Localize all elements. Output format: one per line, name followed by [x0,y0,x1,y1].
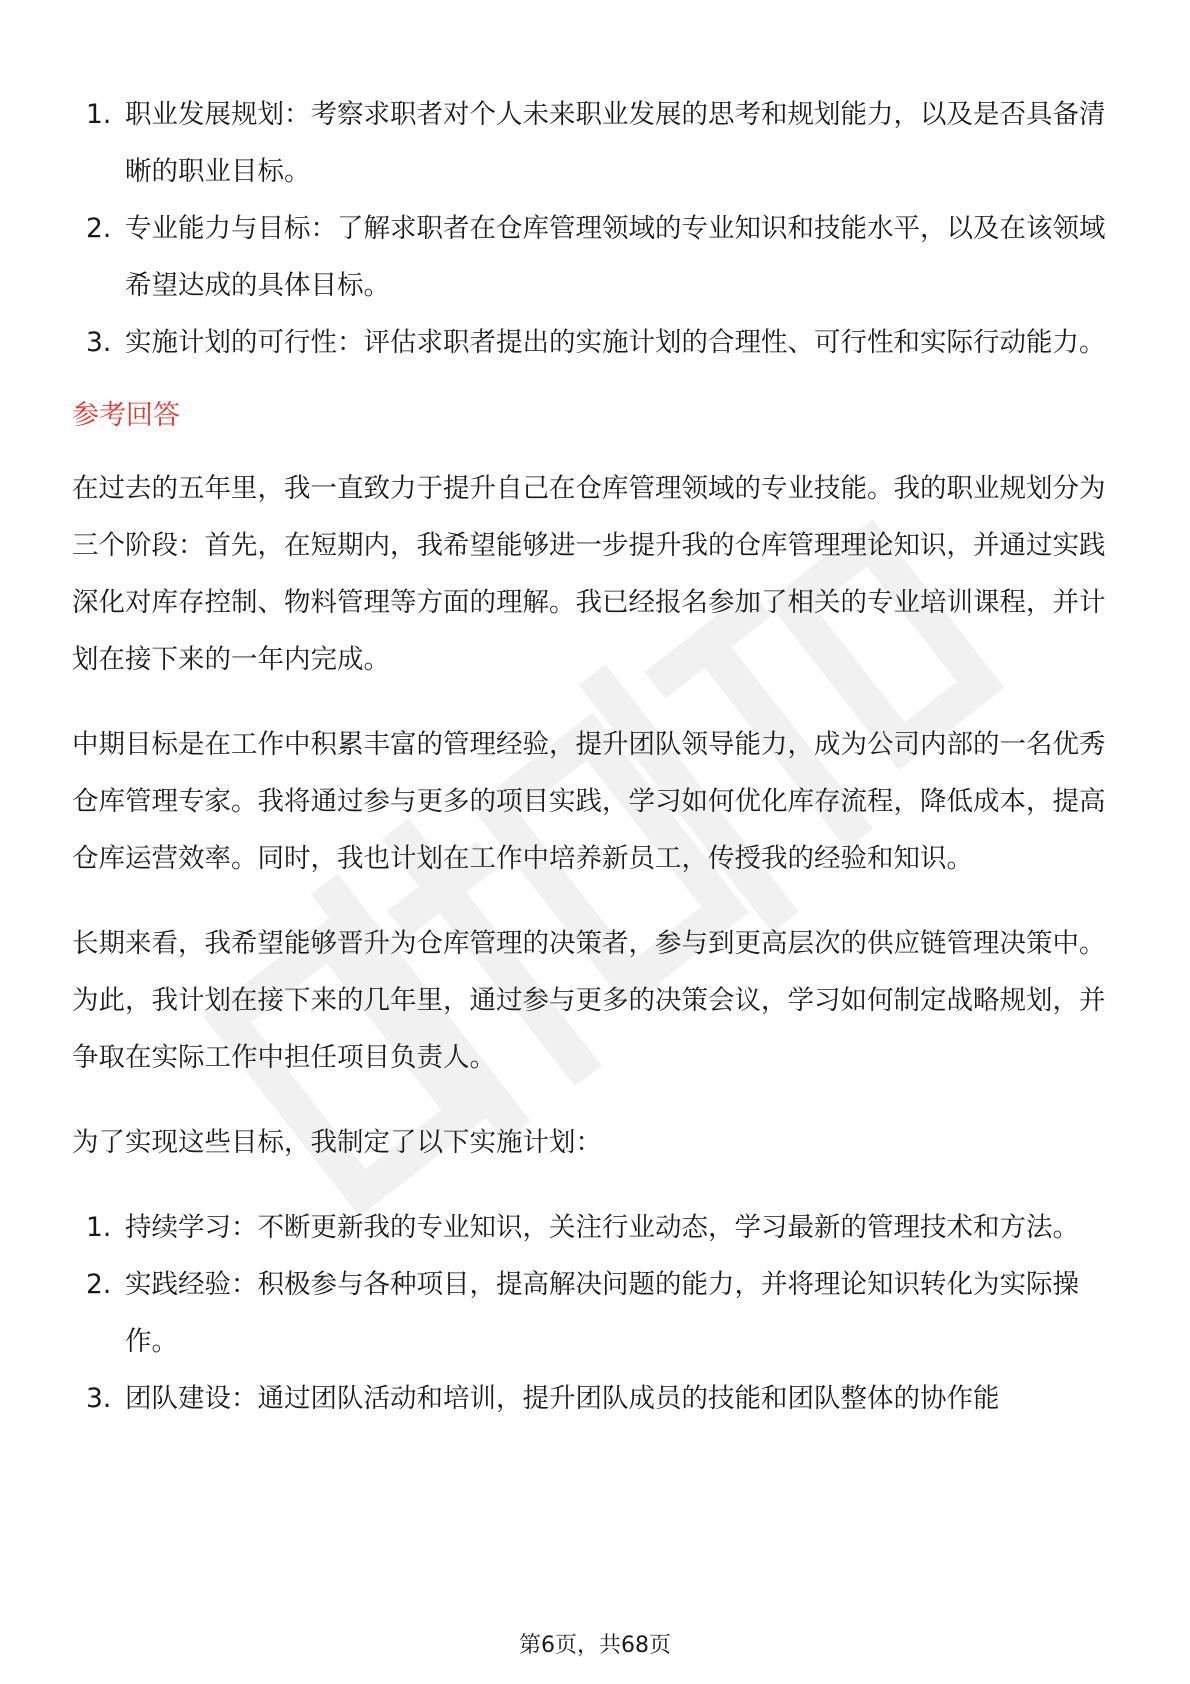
answer-paragraph: 为了实现这些目标，我制定了以下实施计划： [72,1127,602,1158]
document-body [72,86,1120,1427]
implementation-plan-list [72,1199,1120,1427]
list-number: 2. [86,1269,112,1300]
list-item [72,1370,1120,1427]
list-item [72,200,1120,314]
list-item [72,86,1120,200]
list-number: 1. [86,99,112,130]
list-item-text: 实施计划的可行性：评估求职者提出的实施计划的合理性、可行性和实际行动能力。 [125,327,1106,358]
list-number: 1. [86,1212,112,1243]
list-number: 3. [86,1383,112,1414]
list-item [72,1199,1120,1256]
section-heading: 参考回答 [72,400,180,431]
list-item-text: 实践经验：积极参与各种项目，提高解决问题的能力，并将理论知识转化为实际操作。 [125,1269,1079,1357]
list-item-text: 职业发展规划：考察求职者对个人未来职业发展的思考和规划能力，以及是否具备清晰的职业目标。 [125,99,1106,187]
list-item-text: 专业能力与目标：了解求职者在仓库管理领域的专业知识和技能水平，以及在该领域希望达成的具体目标。 [125,213,1106,301]
evaluation-criteria-list [72,86,1120,371]
answer-paragraph: 长期来看，我希望能够晋升为仓库管理的决策者，参与到更高层次的供应链管理决策中。为此，我计划在接下来的几年里，通过参与更多的决策会议，学习如何制定战略规划，并争取在实际工作中担任项目负责人。 [72,928,1106,1073]
answer-paragraph: 在过去的五年里，我一直致力于提升自己在仓库管理领域的专业技能。我的职业规划分为三个阶段：首先，在短期内，我希望能够进一步提升我的仓库管理理论知识，并通过实践深化对库存控制、物料管理等方面的理解。我已经报名参加了相关的专业培训课程，并计划在接下来的一年内完成。 [72,473,1106,675]
list-number: 2. [86,213,112,244]
page-number-footer: 第6页，共68页 [519,1633,671,1658]
list-item [72,1256,1120,1370]
list-item [72,314,1120,371]
answer-paragraph: 中期目标是在工作中积累丰富的管理经验，提升团队领导能力，成为公司内部的一名优秀仓库管理专家。我将通过参与更多的项目实践，学习如何优化库存流程，降低成本，提高仓库运营效率。同时，我也计划在工作中培养新员工，传授我的经验和知识。 [72,729,1106,874]
list-item-text: 团队建设：通过团队活动和培训，提升团队成员的技能和团队整体的协作能 [125,1383,1000,1414]
list-number: 3. [86,327,112,358]
list-item-text: 持续学习：不断更新我的专业知识，关注行业动态，学习最新的管理技术和方法。 [125,1212,1079,1243]
